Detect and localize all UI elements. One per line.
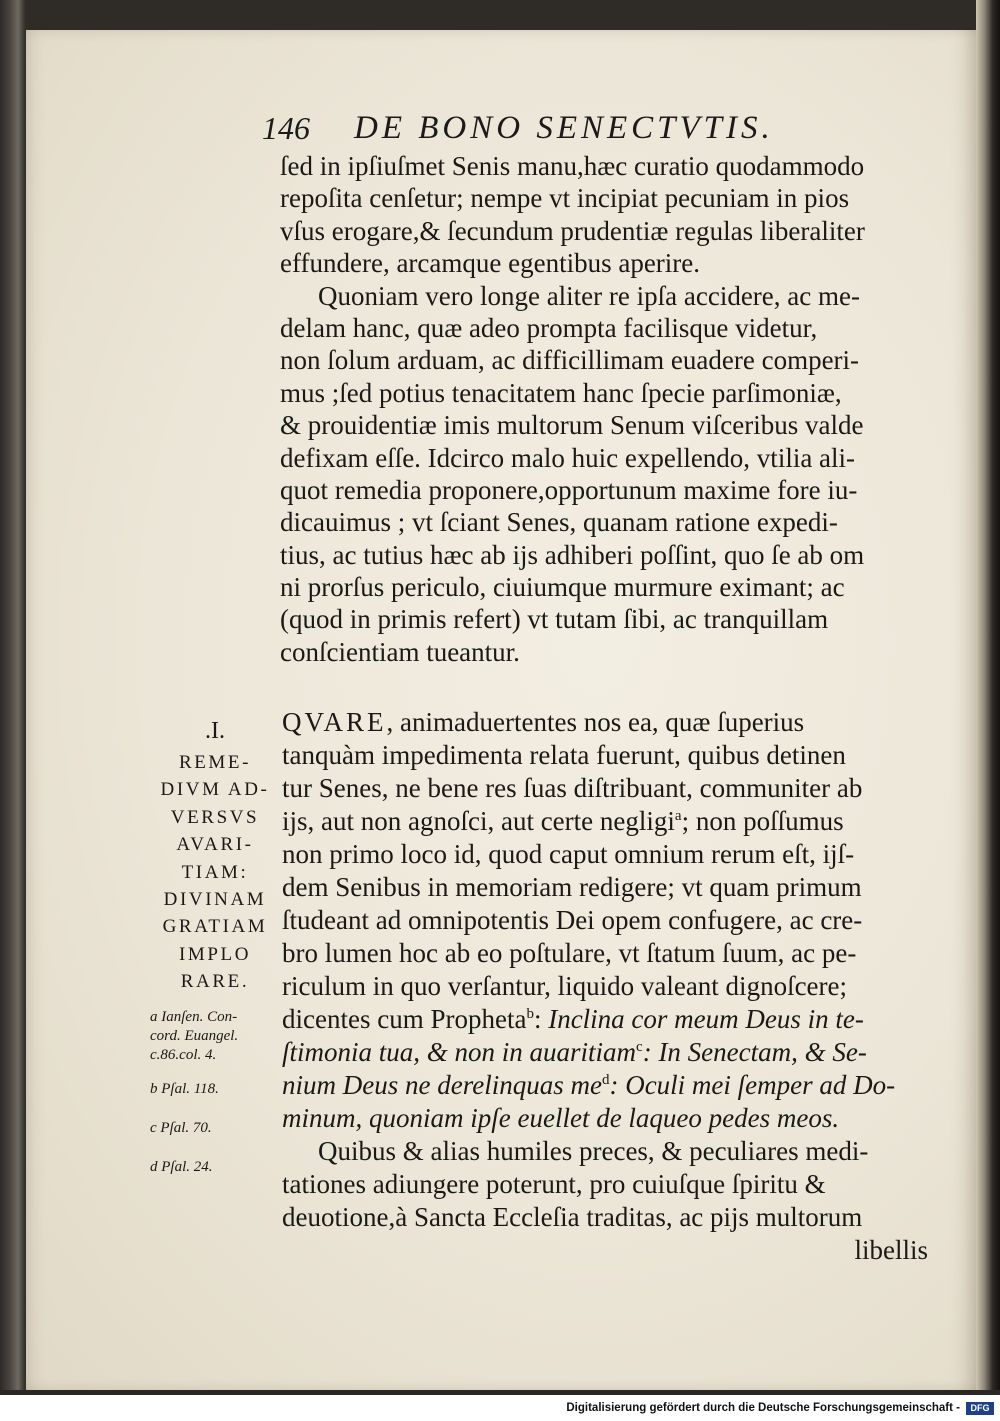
- text-line: tur Senes, ne bene res ſuas diſtribuant, communiter ab: [282, 773, 863, 803]
- text-line: tationes adiungere poterunt, pro cuiuſque ſpiritu &: [282, 1169, 826, 1199]
- page-number: 146: [262, 110, 310, 146]
- text-line: ſed in ipſiuſmet Senis manu,hæc curatio quodammodo: [280, 151, 865, 181]
- margin-heading-line: DIVM AD-: [160, 779, 270, 801]
- scripture-quote: ſtimonia tua, & non in auaritiam: [282, 1037, 637, 1067]
- text-line: effundere, arcamque egentibus aperire.: [280, 248, 701, 279]
- text-line: dem Senibus in memoriam redigere; vt quam primum: [282, 872, 862, 902]
- margin-heading-line: TIAM:: [181, 861, 249, 883]
- scripture-quote: minum, quoniam ipſe euellet de laqueo pedes meos.: [282, 1103, 840, 1133]
- dfg-logo-icon: DFG: [966, 1402, 994, 1415]
- text-line: Quibus & alias humiles preces, & peculiares medi-: [318, 1136, 869, 1166]
- text-line: tanquàm impedimenta relata fuerunt, quibus detinen: [282, 740, 846, 770]
- margin-heading-line: GRATIAM: [162, 916, 268, 938]
- footnote-marker: d: [601, 1072, 610, 1088]
- text-line: dicauimus ; vt ſciant Senes, quanam ratione expedi-: [280, 507, 838, 538]
- text-span: , animaduertentes nos ea, quæ ſuperius: [386, 707, 805, 737]
- footnote-marker: c: [636, 1039, 643, 1055]
- margin-heading-line: REME-: [178, 752, 252, 773]
- text-span: :: [533, 1004, 542, 1034]
- text-line: quot remedia proponere,opportunum maxime fore iu-: [280, 474, 858, 505]
- text-line: deuotione,à Sancta Eccleſia traditas, ac pijs multorum: [282, 1202, 863, 1232]
- reference-d: d Pſal. 24.: [150, 1159, 213, 1175]
- text-line: [282, 706, 962, 739]
- catchword: libellis: [854, 1235, 928, 1265]
- footnote-marker: b: [526, 1006, 534, 1022]
- reference-a-line: cord. Euangel.: [150, 1028, 239, 1044]
- main-text-top: [280, 150, 960, 668]
- text-line: [282, 805, 962, 838]
- text-line: [282, 1036, 962, 1069]
- footer-bar: [0, 1395, 1000, 1421]
- text-line: riculum in quo verſantur, liquido valeant dignoſcere;: [282, 971, 848, 1001]
- text-line: delam hanc, quæ adeo prompta facilisque videtur,: [280, 312, 818, 343]
- scripture-quote: : In Senectam, & Se-: [642, 1037, 867, 1067]
- text-line: & prouidentiæ imis multorum Senum viſceribus valde: [280, 410, 864, 441]
- funding-credit: Digitalisierung gefördert durch die Deutsche Forschungsgemeinschaft -: [566, 1402, 960, 1414]
- scripture-quote: nium Deus ne derelinquas me: [282, 1070, 602, 1100]
- section-marker: .I.: [205, 718, 225, 744]
- text-line: repoſita cenſetur; nempe vt incipiat pecuniam in pios: [280, 183, 850, 214]
- scripture-quote: Inclina cor meum Deus in te-: [548, 1004, 864, 1034]
- margin-heading-column: [150, 713, 290, 996]
- text-span: dicentes cum Propheta: [282, 1004, 527, 1034]
- text-line: non ſolum arduam, ac difficillimam euadere comperi-: [280, 345, 860, 376]
- text-line: [282, 1003, 962, 1036]
- running-title: DE BONO SENECTVTIS.: [354, 110, 774, 146]
- text-line: defixam eſſe. Idcirco malo huic expellendo, vtilia ali-: [280, 442, 856, 473]
- text-line: Quoniam vero longe aliter re ipſa accidere, ac me-: [318, 280, 860, 311]
- reference-a-line: c.86.col. 4.: [150, 1047, 217, 1063]
- text-line: ſtudeant ad omnipotentis Dei opem confugere, ac cre-: [282, 905, 863, 935]
- reference-c: c Pſal. 70.: [150, 1120, 212, 1136]
- text-span: ijs, aut non agnoſci, aut certe negligi: [282, 806, 675, 836]
- text-line: [282, 1102, 962, 1135]
- text-line: bro lumen hoc ab eo poſtulare, vt ſtatum ſuum, ac pe-: [282, 938, 857, 968]
- margin-heading-line: AVARI-: [176, 834, 254, 856]
- reference-b: b Pſal. 118.: [150, 1081, 219, 1097]
- margin-heading-line: DIVINAM: [163, 889, 267, 911]
- text-line: mus ;ſed potius tenacitatem hanc ſpecie parſimoniæ,: [280, 377, 842, 408]
- footnote-marker: a: [674, 808, 682, 824]
- margin-heading-line: RARE.: [180, 971, 250, 993]
- page-edge-shadow: [976, 0, 1000, 1395]
- margin-heading-line: VERSVS: [170, 806, 260, 828]
- section-initial-word: QVARE: [282, 707, 387, 737]
- text-line: tius, ac tutius hæc ab ijs adhiberi poſſint, quo ſe ab om: [280, 539, 865, 570]
- scripture-quote: : Oculi mei ſemper ad Do-: [609, 1070, 896, 1100]
- reference-a-line: a Ianſen. Con-: [150, 1009, 238, 1025]
- margin-heading-line: IMPLO: [178, 943, 252, 965]
- text-line: ni prorſus periculo, ciuiumque murmure eximant; ac: [280, 572, 845, 603]
- page-header: [262, 110, 952, 150]
- text-line: (quod in primis refert) vt tutam ſibi, ac tranquillam: [280, 604, 829, 635]
- margin-heading: [150, 749, 280, 996]
- bleed-through-shadow: [166, 285, 286, 525]
- text-line: non primo loco id, quod caput omnium rerum eſt, ijſ-: [282, 839, 855, 869]
- text-span: ; non poſſumus: [681, 806, 844, 836]
- main-text-bottom: [282, 706, 962, 1267]
- text-line: vſus erogare,& ſecundum prudentiæ regulas liberaliter: [280, 215, 865, 246]
- margin-references: [150, 1008, 290, 1182]
- text-line: conſcientiam tueantur.: [280, 636, 520, 667]
- text-line: [282, 1069, 962, 1102]
